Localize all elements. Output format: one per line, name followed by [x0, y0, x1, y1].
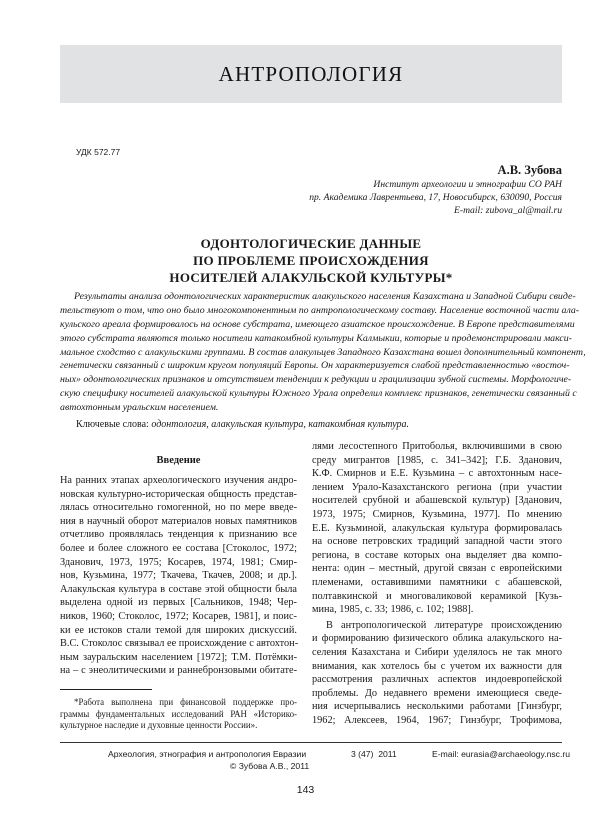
text-line: региона, в составе которых она выделяет два компо-	[312, 549, 562, 561]
abstract	[60, 290, 586, 415]
text-line: лением Урало-Казахстанского региона (при участии	[312, 481, 562, 493]
section-header-band	[60, 45, 562, 103]
text-line: мина, 1985, с. 33; 1986, с. 102; 1988].	[312, 604, 474, 616]
title-line: ОДОНТОЛОГИЧЕСКИЕ ДАННЫЕ	[200, 236, 422, 251]
paragraph	[60, 697, 297, 732]
text-line: на основе петровских традиций западной части этого	[312, 536, 562, 548]
text-line: новская культурно-историческая общность представ-	[60, 488, 297, 500]
text-line: кульского ареала формировалось на основе субстрата, имеющего азиатское происхождение. В Европе представителями	[60, 318, 575, 330]
text-line: ников, 1960; Стоколос, 1972; Косарев, 1981], и поис-	[60, 610, 297, 622]
text-line: граммы фундаментальных исследований РАН «Историко-	[60, 708, 297, 719]
udc-code: УДК 572.77	[76, 147, 121, 157]
text-line: *Работа выполнена при финансовой поддержке про-	[74, 697, 297, 707]
text-line: и формированию физического облика алакульского на-	[312, 633, 562, 645]
text-line: генетически связанный с широким кругом популяций Европы. Он характеризуется слабой представленностью «восточ-	[60, 360, 570, 372]
text-line: мальное сходство с алакульскими группами. В состав алакульцев Западного Казахстана вошел дополнительный компонент,	[60, 346, 586, 358]
text-line: лялась относительно гомогенной, но по мере введе-	[60, 502, 297, 514]
text-line: рассмотрения различных аспектов индоевропейской	[312, 674, 562, 686]
paragraph	[60, 474, 297, 678]
author-affiliation: Институт археологии и этнографии СО РАН	[373, 179, 562, 190]
footer-issue: 3 (47) 2011	[351, 749, 397, 759]
paragraph	[312, 440, 562, 617]
text-line: автохтонным уральским населением.	[60, 402, 219, 414]
text-line: К.Ф. Смирнов и Е.Е. Кузьмина – с автохтонным насе-	[312, 468, 562, 480]
page-number: 143	[296, 784, 315, 796]
text-line: нов, Кузьмина, 1977; Ткачева, Ткачев, 2008; и др.].	[60, 570, 297, 582]
footer-journal: Археология, этнография и антропология Евразии	[108, 749, 307, 759]
text-line: тельствуют о том, что оно было многокомпонентным по антропологическому составу. Население восточной части ала-	[60, 304, 580, 316]
text-line: на – с энеолитическими и раннебронзовыми обитате-	[60, 665, 297, 677]
text-line: ных» одонтологических признаков и отсутствием тенденции к редукции и грацилизации зубной системы. Морфологиче-	[60, 374, 572, 386]
text-line: племенами, оставившими памятники с абашевской,	[312, 576, 562, 588]
text-line: В антропологической литературе происхождению	[326, 619, 562, 631]
text-line: ния в научный оборот материалов новых памятников	[60, 515, 297, 527]
author-block	[309, 162, 562, 217]
left-column	[60, 474, 297, 678]
text-line: селения Казахстана и Сибири уделялось не так много	[312, 646, 562, 658]
text-line: 1973, 1975; Смирнов, Кузьмина, 1977]. По мнению	[312, 508, 562, 520]
text-line: скую специфику носителей алакульской культуры Южного Урала определил комплекс признаков, генетически связанный с	[60, 388, 577, 400]
text-line: Е.Е. Кузьминой, алакульская культура формировалась	[312, 522, 562, 534]
text-line: Результаты анализа одонтологических характеристик алакульского населения Казахстана и Западной Сибири свиде-	[74, 291, 576, 302]
text-line: лями лесостепного Притоболья, включившими в свою	[312, 441, 562, 452]
footer-email: E-mail: eurasia@archaeology.nsc.ru	[432, 749, 571, 759]
text-line: Зданович, 1973, 1975; Косарев, 1974, 1981; Смир-	[60, 556, 297, 568]
right-column	[312, 440, 562, 727]
text-line: носителей срубной и абашевской культур) [Зданович,	[312, 495, 562, 507]
keywords-label: Ключевые слова:	[76, 419, 149, 430]
title-line: НОСИТЕЛЕЙ АЛАКУЛЬСКОЙ КУЛЬТУРЫ*	[169, 270, 453, 285]
footnote	[60, 697, 297, 732]
text-line: отчетливо проявлялась тенденция к признанию все	[60, 529, 297, 541]
author-email: E-mail: zubova_al@mail.ru	[454, 205, 562, 216]
text-line: полтавкинской и многоваликовой керамикой [Кузь-	[312, 590, 562, 602]
section-heading-introduction: Введение	[156, 455, 201, 466]
text-line: 1962; Алексеев, 1964, 1967; Гинзбург, Трофимова,	[312, 714, 562, 726]
text-line: нента: один – местный, другой связан с европейскими	[312, 563, 562, 575]
footer-copyright: © Зубова А.В., 2011	[230, 761, 310, 771]
text-line: В.С. Стоколос связывал ее происхождение с автохтон-	[60, 638, 299, 650]
section-header: АНТРОПОЛОГИЯ	[218, 61, 404, 86]
paragraph	[312, 619, 562, 728]
text-line: ки ее истоков стали темой для широких дискуссий.	[60, 624, 297, 636]
title-line: ПО ПРОБЛЕМЕ ПРОИСХОЖДЕНИЯ	[193, 253, 429, 268]
footer-divider	[60, 742, 562, 743]
text-line: На ранних этапах археологического изучения андро-	[60, 475, 297, 486]
text-line: этого субстрата являются только носители катакомбной культуры Калмыкии, которые и продемонстрировали макси-	[60, 332, 572, 344]
text-line: культурное наследие и духовные ценности России».	[60, 720, 258, 731]
keywords	[76, 419, 409, 430]
footnote-divider	[60, 689, 152, 690]
text-line: ния исчерпывались несколькими работами [Гинзбург,	[312, 701, 562, 713]
text-line: внимания, как хотелось бы с учетом их важности для	[312, 660, 562, 672]
text-line: выделена одной из первых [Сальников, 1948; Чер-	[60, 597, 297, 609]
paragraph	[60, 290, 586, 415]
text-line: среду мигрантов [1985, с. 341–342]; Г.Б. Зданович,	[312, 454, 562, 466]
text-line: Алакульская культура в составе этой общности была	[60, 583, 297, 595]
author-name: А.В. Зубова	[497, 163, 562, 177]
text-line: более и более сложного ее состава [Стоколос, 1972;	[60, 542, 297, 554]
article-title	[60, 235, 562, 286]
author-address: пр. Академика Лаврентьева, 17, Новосибирск, 630090, Россия	[309, 192, 562, 203]
text-line: проблемы. До недавнего времени имеющиеся сведе-	[312, 687, 562, 699]
text-line: ным зауральским населением [1972]; Т.М. Потёмки-	[60, 651, 297, 663]
keywords-value: одонтология, алакульская культура, катакомбная культура.	[151, 419, 410, 430]
